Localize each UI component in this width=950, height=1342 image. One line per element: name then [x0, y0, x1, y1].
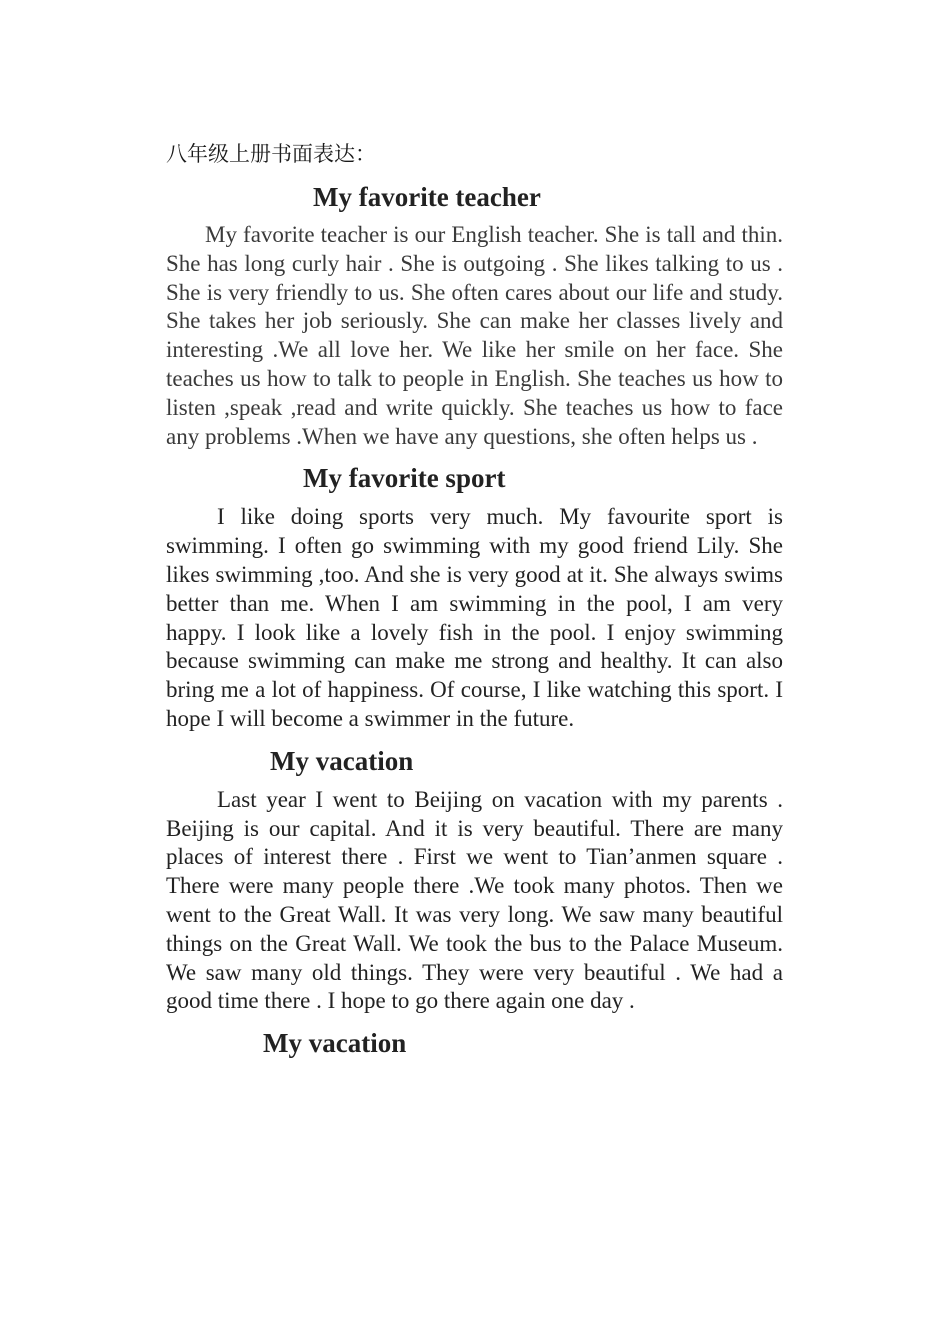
section-title: My favorite teacher — [313, 182, 541, 212]
section-my-favorite-teacher — [166, 180, 783, 451]
section-body: My favorite teacher is our English teacher. She is tall and thin. She has long curly hair . She is outgoing . She likes talking to us . She is very friendly to us. She often cares about our life and study. She takes her job seriously. She can make her classes lively and interesting .We all love her. We like her smile on her face. She teaches us how to talk to people in English. She teaches us how to listen ,speak ,read and write quickly. She teaches us how to face any problems .When we have any questions, she often helps us . — [166, 222, 783, 449]
section-title: My vacation — [270, 745, 414, 776]
section-my-favorite-sport — [166, 461, 783, 733]
document-header: 八年级上册书面表达： — [166, 142, 376, 166]
section-title: My favorite sport — [303, 463, 506, 494]
section-my-vacation — [166, 744, 783, 1016]
section-my-vacation-2 — [166, 1026, 783, 1060]
section-body: Last year I went to Beijing on vacation with my parents . Beijing is our capital. And it is very beautiful. There are many places of interest there . First we went to Tian’anmen square . There were many people there .We took many photos. Then we went to the Great Wall. It was very long. We saw many beautiful things on the Great Wall. We took the bus to the Palace Museum. We saw many old things. They were very beautiful . We had a good time there . I hope to go there again one day . — [166, 786, 783, 1014]
section-body: I like doing sports very much. My favourite sport is swimming. I often go swimming with my good friend Lily. She likes swimming ,too. And she is very good at it. She always swims better than me. When I am swimming in the pool, I am very happy. I look like a lovely fish in the pool. I enjoy swimming because swimming can make me strong and healthy. It can also bring me a lot of happiness. Of course, I like watching this sport. I hope I will become a swimmer in the future. — [166, 504, 783, 731]
section-title: My vacation — [263, 1028, 407, 1059]
document-page — [166, 139, 783, 1060]
